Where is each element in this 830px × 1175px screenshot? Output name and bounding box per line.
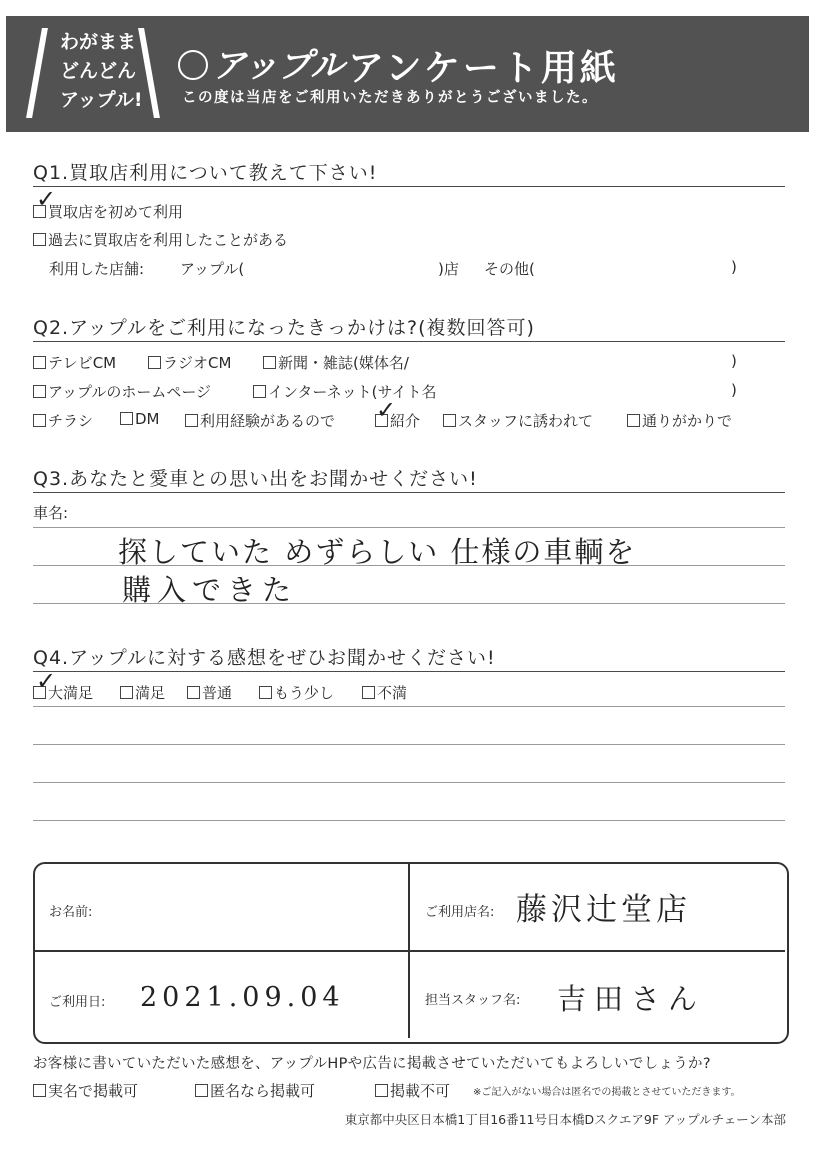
checkbox[interactable] — [33, 356, 46, 369]
q1-store-label: 利用した店舗: — [49, 260, 145, 278]
slogan-line-1: わがまま — [60, 31, 137, 53]
publish-real-name-option[interactable]: 実名で掲載可 — [33, 1080, 138, 1101]
name-label: お名前: — [49, 905, 93, 920]
checkbox[interactable] — [263, 356, 276, 369]
q4-line-3 — [33, 782, 785, 783]
apple-logo-icon — [178, 50, 208, 80]
q2-rule — [33, 341, 785, 342]
checkbox[interactable] — [375, 1084, 388, 1097]
visit-date-value: 2021.09.04 — [140, 982, 345, 1013]
q4-line-4 — [33, 820, 785, 821]
q4-option-dissatisfied[interactable]: 不満 — [362, 682, 407, 703]
slogan-line-3: アップル! — [60, 89, 143, 111]
q1-store-other: その他( — [484, 260, 535, 278]
q2-option-internet[interactable]: インターネット(サイト名 — [253, 381, 436, 402]
logo-text: アップル — [212, 46, 345, 86]
q1-store-apple: アップル( — [180, 260, 245, 278]
checkbox[interactable] — [195, 1084, 208, 1097]
q3-line-1 — [33, 527, 785, 528]
publication-note: ※ご記入がない場合は匿名での掲載とさせていただきます。 — [473, 1087, 741, 1098]
q2-option-passing[interactable]: 通りがかりで — [627, 410, 732, 431]
q2-option-homepage[interactable]: アップルのホームページ — [33, 381, 211, 402]
checkbox[interactable] — [33, 1084, 46, 1097]
checkbox[interactable] — [259, 686, 272, 699]
publish-no-option[interactable]: 掲載不可 — [375, 1080, 450, 1101]
checkbox[interactable] — [627, 414, 640, 427]
checkbox[interactable] — [120, 412, 133, 425]
q4-option-very-satisfied[interactable]: 大満足 — [33, 682, 93, 703]
checkbox[interactable] — [253, 385, 266, 398]
checkbox[interactable] — [148, 356, 161, 369]
q2-close-paren-1: ) — [731, 352, 737, 370]
publish-anonymous-option[interactable]: 匿名なら掲載可 — [195, 1080, 315, 1101]
q2-option-staff[interactable]: スタッフに誘われて — [443, 410, 593, 431]
q4-option-a-bit-more[interactable]: もう少し — [259, 682, 334, 703]
q4-line-1 — [33, 706, 785, 707]
q4-option-normal[interactable]: 普通 — [187, 682, 232, 703]
q4-line-2 — [33, 744, 785, 745]
q2-option-radio[interactable]: ラジオCM — [148, 352, 231, 373]
store-name-label: ご利用店名: — [425, 905, 495, 920]
staff-name-label: 担当スタッフ名: — [425, 993, 521, 1008]
visit-date-label: ご利用日: — [49, 995, 106, 1010]
q3-answer-line-1: 探していた めずらしい 仕様の車輌を — [118, 535, 637, 569]
thanks-message: この度は当店をご利用いただきありがとうございました。 — [182, 90, 598, 106]
q4-rule — [33, 671, 785, 672]
q2-option-dm[interactable]: DM — [120, 410, 160, 428]
form-title: アンケート用紙 — [348, 48, 619, 89]
checkmark-icon: ✓ — [36, 185, 57, 213]
q2-option-flyer[interactable]: チラシ — [33, 410, 93, 431]
q2-option-tv[interactable]: テレビCM — [33, 352, 116, 373]
checkbox[interactable] — [33, 414, 46, 427]
store-name-value: 藤沢辻堂店 — [516, 892, 691, 928]
q1-rule — [33, 186, 785, 187]
q2-title: Q2.アップルをご利用になったきっかけは?(複数回答可) — [33, 317, 535, 339]
checkbox[interactable] — [187, 686, 200, 699]
q3-rule — [33, 492, 785, 493]
publication-question: お客様に書いていただいた感想を、アップルHPや広告に掲載させていただいてもよろしいでしょうか? — [33, 1056, 711, 1072]
q3-answer-line-2: 購入できた — [122, 573, 298, 607]
q2-close-paren-2: ) — [731, 381, 737, 399]
q2-option-introduction[interactable]: 紹介 — [375, 410, 420, 431]
slogan-line-2: どんどん — [60, 60, 137, 82]
q1-store-suffix: )店 — [438, 260, 459, 278]
checkbox[interactable] — [120, 686, 133, 699]
q1-option-first[interactable]: 買取店を初めて利用 — [33, 201, 183, 222]
headquarters-address: 東京都中央区日本橋1丁目16番11号日本橋Dスクエア9F アップルチェーン本部 — [344, 1112, 786, 1127]
q4-option-satisfied[interactable]: 満足 — [120, 682, 165, 703]
q1-close-paren: ) — [731, 258, 737, 276]
checkbox[interactable] — [185, 414, 198, 427]
q2-option-experience[interactable]: 利用経験があるので — [185, 410, 335, 431]
q4-title: Q4.アップルに対する感想をぜひお聞かせください! — [33, 647, 496, 669]
info-horizontal-divider — [35, 950, 785, 952]
q3-car-label: 車名: — [33, 504, 69, 522]
checkbox[interactable] — [33, 385, 46, 398]
checkbox[interactable] — [33, 233, 46, 246]
checkmark-icon: ✓ — [376, 396, 397, 424]
q3-title: Q3.あなたと愛車との思い出をお聞かせください! — [33, 468, 478, 490]
q2-option-newspaper[interactable]: 新聞・雑誌(媒体名/ — [263, 352, 409, 373]
checkbox[interactable] — [443, 414, 456, 427]
q1-option-past[interactable]: 過去に買取店を利用したことがある — [33, 229, 288, 250]
staff-name-value: 吉田さん — [557, 982, 706, 1016]
q1-title: Q1.買取店利用について教えて下さい! — [33, 162, 378, 184]
checkmark-icon: ✓ — [36, 667, 57, 695]
checkbox[interactable] — [362, 686, 375, 699]
slogan — [60, 28, 143, 115]
